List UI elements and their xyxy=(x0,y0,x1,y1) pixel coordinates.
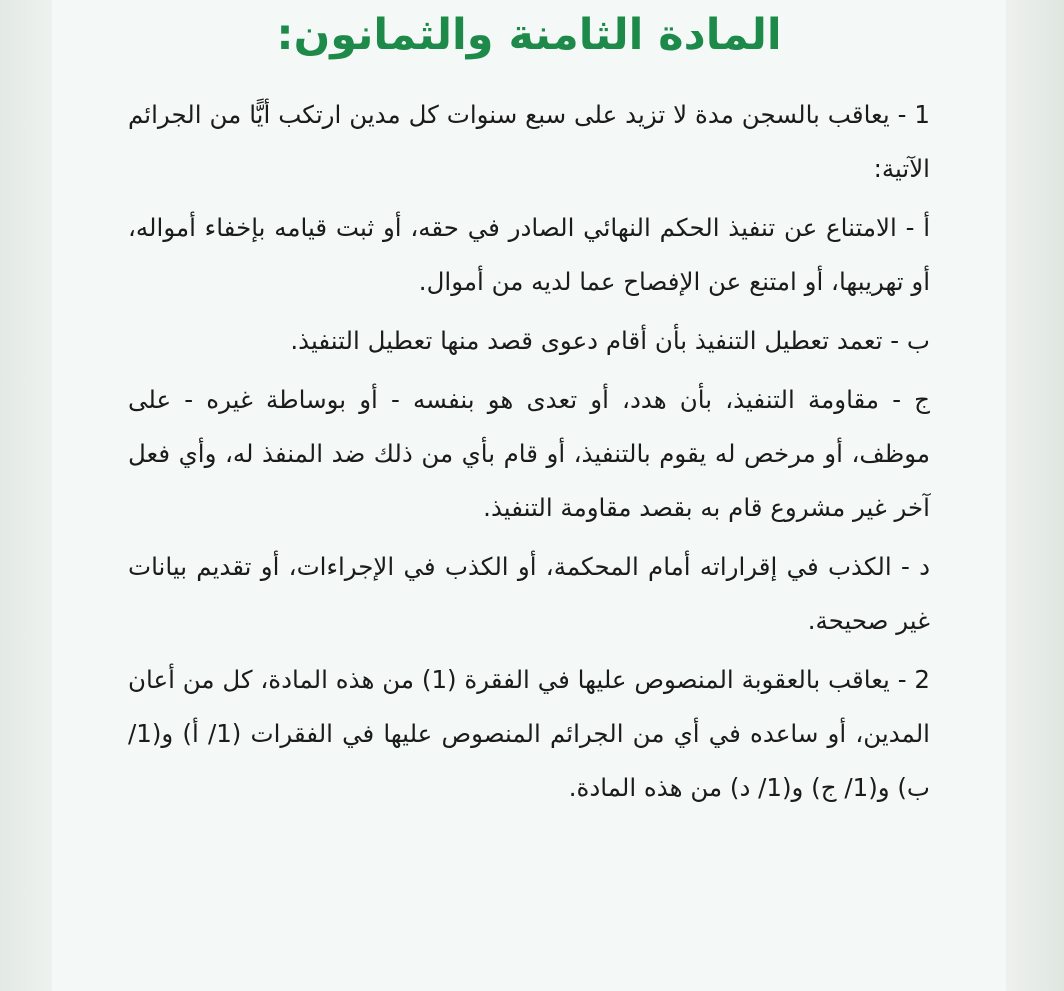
paragraph-1c: ج - مقاومة التنفيذ، بأن هدد، أو تعدى هو بنفسه - أو بوساطة غيره - على موظف، أو مرخص له يقوم بالتنفيذ، أو قام بأي من ذلك ضد المنفذ له، وأي فعل آخر غير مشروع قام به بقصد مقاومة التنفيذ. xyxy=(128,385,930,522)
article-body xyxy=(128,88,930,820)
right-margin-strip xyxy=(1006,0,1064,991)
paragraph-1d: د - الكذب في إقراراته أمام المحكمة، أو الكذب في الإجراءات، أو تقديم بيانات غير صحيحة. xyxy=(128,552,930,635)
paragraph-1b: ب - تعمد تعطيل التنفيذ بأن أقام دعوى قصد منها تعطيل التنفيذ. xyxy=(290,326,930,355)
paragraph-1a: أ - الامتناع عن تنفيذ الحكم النهائي الصادر في حقه، أو ثبت قيامه بإخفاء أمواله، أو تهريبها، أو امتنع عن الإفصاح عما لديه من أموال. xyxy=(128,213,930,296)
document-page xyxy=(52,0,1006,991)
paragraph-2: 2 - يعاقب بالعقوبة المنصوص عليها في الفقرة (1) من هذه المادة، كل من أعان المدين، أو ساعده في أي من الجرائم المنصوص عليها في الفقرات (1/ أ) و(1/ ب) و(1/ ج) و(1/ د) من هذه المادة. xyxy=(128,665,930,802)
article-title: المادة الثامنة والثمانون: xyxy=(276,10,782,60)
left-margin-strip xyxy=(0,0,52,991)
paragraph-1: 1 - يعاقب بالسجن مدة لا تزيد على سبع سنوات كل مدين ارتكب أيًّا من الجرائم الآتية: xyxy=(128,100,930,183)
